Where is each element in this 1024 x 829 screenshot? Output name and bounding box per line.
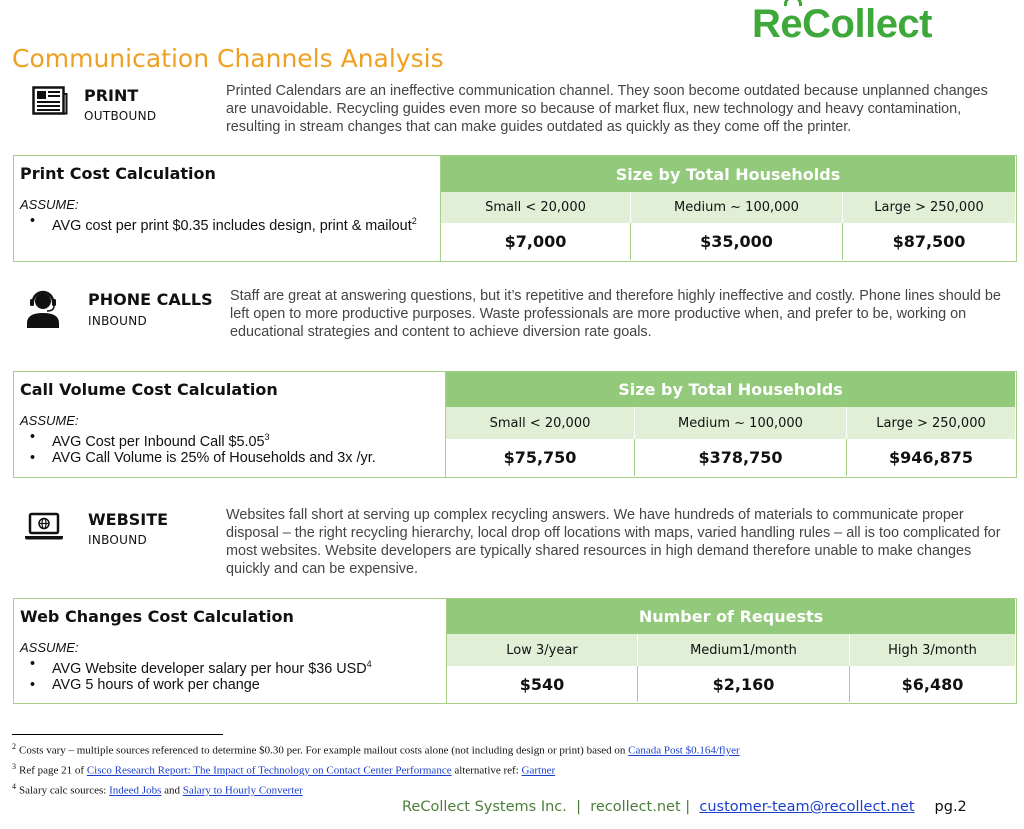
call-volume-cost-table	[13, 371, 1017, 478]
column-header-small: Small < 20,000	[446, 407, 635, 439]
assume-label: ASSUME:	[20, 413, 79, 428]
channel-name-website: WEBSITE	[88, 510, 169, 529]
footer-company: ReCollect Systems Inc.	[402, 799, 567, 815]
logo-text-collect: Collect	[802, 2, 932, 46]
column-header-high: High 3/month	[850, 634, 1015, 666]
assumption-list	[20, 429, 437, 466]
table-header: Size by Total Households	[446, 372, 1015, 407]
channel-direction-phone-calls: INBOUND	[88, 314, 148, 328]
value-medium: $378,750	[635, 439, 847, 476]
assumption-list	[20, 656, 438, 693]
column-header-large: Large > 250,000	[847, 407, 1015, 439]
page-number: pg.2	[934, 799, 967, 815]
calc-title: Web Changes Cost Calculation	[20, 607, 294, 626]
value-large: $946,875	[888, 448, 973, 467]
calc-title: Call Volume Cost Calculation	[20, 380, 278, 399]
channel-description-phone-calls: Staff are great at answering questions, but it’s repetitive and therefore highly ineffective and costly. Phone lines should be left open to more productive purposes. Waste professionals are more productive when, and prefer to be, working on educational strategies and content to achieve diversion rate goals.	[230, 288, 1001, 340]
value-small: $75,750	[446, 439, 635, 476]
calc-assumptions	[14, 599, 447, 703]
value-medium: $2,160	[638, 666, 850, 702]
footnote-4: $^4$ Salary calc sources: Indeed Jobs and Salary to Hourly Converter	[12, 782, 303, 797]
value-large: $87,500	[892, 232, 966, 251]
gartner-link[interactable]: Gartner	[521, 764, 556, 777]
list-item: • AVG 5 hours of work per change	[20, 677, 438, 693]
calc-title: Print Cost Calculation	[20, 164, 216, 183]
column-header-small: Small < 20,000	[441, 192, 631, 223]
newspaper-icon	[32, 86, 68, 121]
laptop-globe-icon	[24, 512, 64, 547]
value-low: $540	[447, 666, 638, 702]
footnote-3: $^3$ Ref page 21 of Cisco Research Report: The Impact of Technology on Contact Center Performance alternative ref: Gartner	[12, 762, 556, 777]
print-cost-table	[13, 155, 1017, 262]
indeed-jobs-link[interactable]: Indeed Jobs	[109, 784, 162, 797]
assume-label: ASSUME:	[20, 197, 79, 212]
list-item: • AVG Cost per Inbound Call $5.05$^3$	[20, 429, 437, 450]
page-title: Communication Channels Analysis	[12, 44, 444, 73]
page-footer: ReCollect Systems Inc. | recollect.net | customer-team@recollect.net pg.2	[402, 799, 967, 815]
channel-direction-website: INBOUND	[88, 533, 148, 547]
assume-label: ASSUME:	[20, 640, 79, 655]
recollect-logo	[752, 2, 932, 47]
calc-assumptions	[14, 156, 441, 261]
value-medium: $35,000	[631, 223, 843, 260]
footer-email-link[interactable]: customer-team@recollect.net	[699, 799, 915, 815]
table-header: Size by Total Households	[441, 156, 1015, 192]
headset-person-icon	[25, 288, 61, 333]
channel-name-print: PRINT	[84, 86, 139, 105]
assumption-list	[20, 213, 432, 234]
cisco-report-link[interactable]: Cisco Research Report: The Impact of Technology on Contact Center Performance	[86, 764, 452, 777]
salary-converter-link[interactable]: Salary to Hourly Converter	[182, 784, 303, 797]
channel-description-website: Websites fall short at serving up complex recycling answers. We have hundreds of materials to communicate proper disposal – the right recycling hierarchy, local drop off locations with maps, varied handling rules – all is too complicated for most websites. Website developers are typically shared resources in high demand therefore unable to make changes quickly and can be expensive.	[226, 507, 1001, 577]
list-item: • AVG Website developer salary per hour $36 USD$^4$	[20, 656, 438, 677]
logo-text-r: R	[752, 2, 781, 46]
list-item: • AVG Call Volume is 25% of Households and 3x /yr.	[20, 450, 437, 466]
channel-description-print: Printed Calendars are an ineffective communication channel. They soon become outdated because unplanned changes are unavoidable. Recycling guides even more so because of market flux, new technology and heavy contamination, resulting in stream changes that can make guides outdated as quickly as they come off the printer.	[226, 83, 988, 135]
value-high: $6,480	[901, 674, 964, 694]
footnote-divider	[12, 734, 223, 735]
channel-direction-print: OUTBOUND	[84, 109, 157, 123]
column-header-medium: Medium ~ 100,000	[635, 407, 847, 439]
channel-name-phone-calls: PHONE CALLS	[88, 290, 213, 309]
list-item: • AVG cost per print $0.35 includes design, print & mailout$^2$	[20, 213, 432, 234]
column-header-low: Low 3/year	[447, 634, 638, 666]
logo-e-recycle-mark: e	[780, 2, 803, 46]
table-header: Number of Requests	[447, 599, 1015, 634]
web-changes-cost-table	[13, 598, 1017, 704]
column-header-medium: Medium ~ 100,000	[631, 192, 843, 223]
footnote-2: $^2$ Costs vary – multiple sources referenced to determine $0.30 per. For example mailout costs alone (not including design or print) based on Canada Post $0.164/flyer	[12, 742, 740, 757]
calc-assumptions	[14, 372, 446, 477]
value-small: $7,000	[441, 223, 631, 260]
canada-post-link[interactable]: Canada Post $0.164/flyer	[628, 744, 740, 757]
column-header-medium: Medium1/month	[638, 634, 850, 666]
column-header-large: Large > 250,000	[843, 192, 1015, 223]
footer-site: recollect.net	[590, 799, 681, 815]
